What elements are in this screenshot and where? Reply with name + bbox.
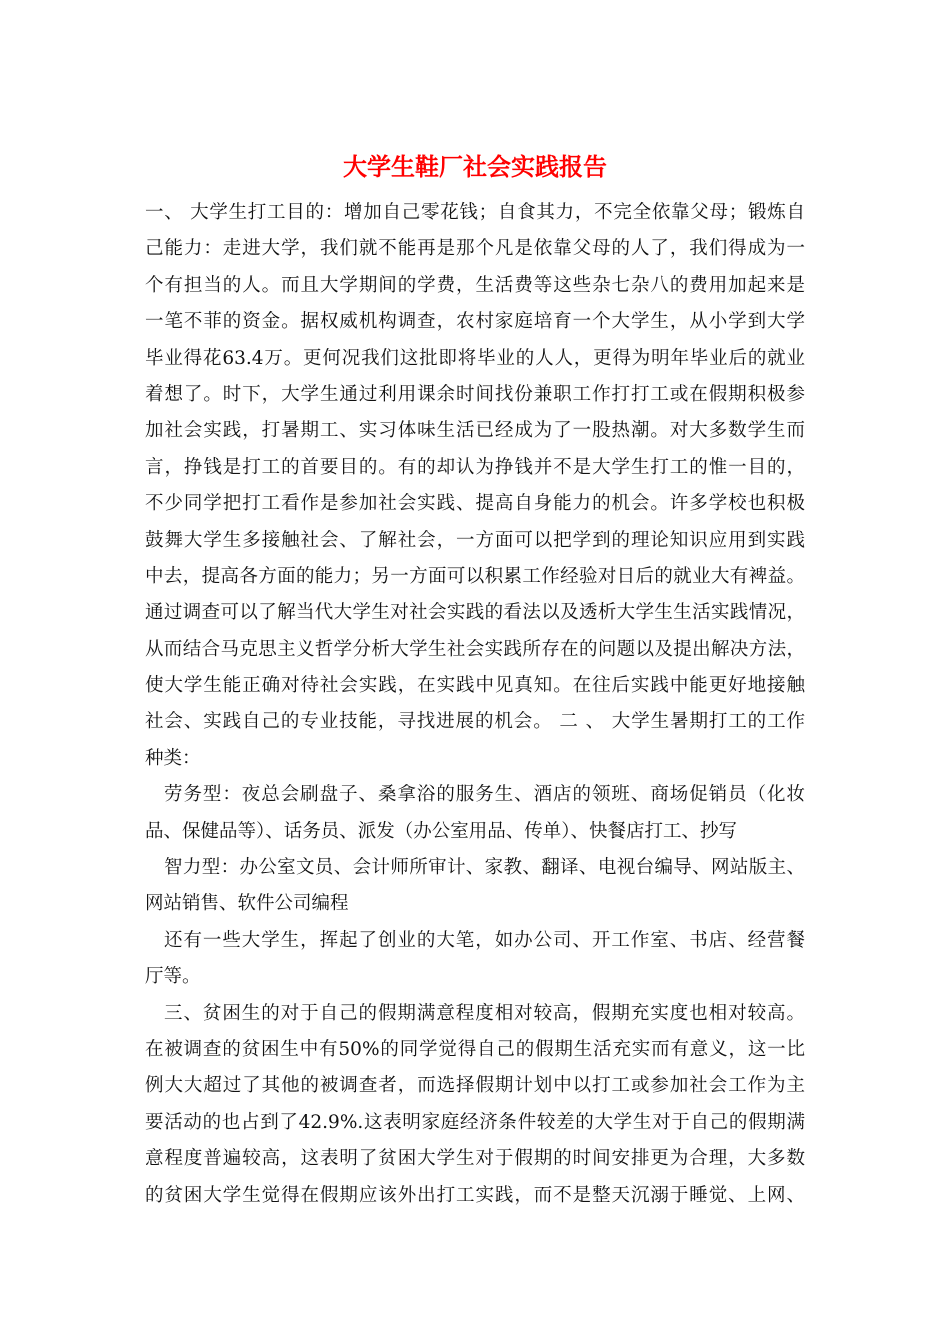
text-line: 品、保健品等）、话务员、派发（办公室用品、传单）、快餐店打工、抄写 bbox=[145, 820, 738, 842]
text-line: 个有担当的人。而且大学期间的学费，生活费等这些杂七杂八的费用加起来是 bbox=[145, 274, 805, 296]
text-line: 种类： bbox=[145, 747, 201, 769]
text-line: 一笔不菲的资金。据权威机构调查，农村家庭培育一个大学生，从小学到大学 bbox=[145, 311, 805, 333]
text-line: 使大学生能正确对待社会实践，在实践中见真知。在往后实践中能更好地接触 bbox=[145, 675, 805, 697]
text-line: 加社会实践，打暑期工、实习体味生活已经成为了一股热潮。对大多数学生而 bbox=[145, 420, 805, 442]
text-line: 从而结合马克思主义哲学分析大学生社会实践所存在的问题以及提出解决方法， bbox=[145, 638, 805, 660]
text-line: 毕业得花63.4万。更何况我们这批即将毕业的人人，更得为明年毕业后的就业 bbox=[145, 347, 805, 369]
text-line: 不少同学把打工看作是参加社会实践、提高自身能力的机会。许多学校也积极 bbox=[145, 493, 805, 515]
text-line: 还有一些大学生，挥起了创业的大笔，如办公司、开工作室、书店、经营餐 bbox=[164, 929, 805, 951]
text-line: 鼓舞大学生多接触社会、了解社会，一方面可以把学到的理论知识应用到实践 bbox=[145, 529, 805, 551]
text-line: 要活动的也占到了42.9%.这表明家庭经济条件较差的大学生对于自己的假期满 bbox=[145, 1111, 805, 1133]
text-line: 一、 大学生打工目的：增加自己零花钱；自食其力，不完全依靠父母；锻炼自 bbox=[145, 202, 805, 223]
text-line: 中去，提高各方面的能力；另一方面可以积累工作经验对日后的就业大有裨益。 bbox=[145, 565, 805, 587]
text-line: 言，挣钱是打工的首要目的。有的却认为挣钱并不是大学生打工的惟一目的， bbox=[145, 456, 805, 478]
text-line: 三、贫困生的对于自己的假期满意程度相对较高，假期充实度也相对较高。 bbox=[164, 1002, 805, 1024]
text-line: 着想了。时下，大学生通过利用课余时间找份兼职工作打打工或在假期积极参 bbox=[145, 383, 805, 405]
text-line: 例大大超过了其他的被调查者，而选择假期计划中以打工或参加社会工作为主 bbox=[145, 1075, 805, 1097]
text-line: 通过调查可以了解当代大学生对社会实践的看法以及透析大学生生活实践情况， bbox=[145, 602, 805, 624]
text-line: 智力型：办公室文员、会计师所审计、家教、翻译、电视台编导、网站版主、 bbox=[164, 857, 805, 879]
text-line: 在被调查的贫困生中有50%的同学觉得自己的假期生活充实而有意义，这一比 bbox=[145, 1038, 805, 1060]
text-line: 意程度普遍较高，这表明了贫困大学生对于假期的时间安排更为合理，大多数 bbox=[145, 1148, 805, 1170]
text-line: 网站销售、软件公司编程 bbox=[145, 893, 349, 915]
document-body bbox=[145, 195, 805, 1214]
text-line: 的贫困大学生觉得在假期应该外出打工实践，而不是整天沉溺于睡觉、上网、 bbox=[145, 1184, 805, 1206]
text-line: 厅等。 bbox=[145, 966, 201, 988]
text-line: 劳务型：夜总会刷盘子、桑拿浴的服务生、酒店的领班、商场促销员（化妆 bbox=[164, 784, 805, 806]
text-line: 社会、实践自己的专业技能，寻找进展的机会。 二 、 大学生暑期打工的工作 bbox=[145, 711, 805, 733]
document-title: 大学生鞋厂社会实践报告 bbox=[343, 152, 607, 181]
text-line: 己能力：走进大学，我们就不能再是那个凡是依靠父母的人了，我们得成为一 bbox=[145, 238, 805, 260]
